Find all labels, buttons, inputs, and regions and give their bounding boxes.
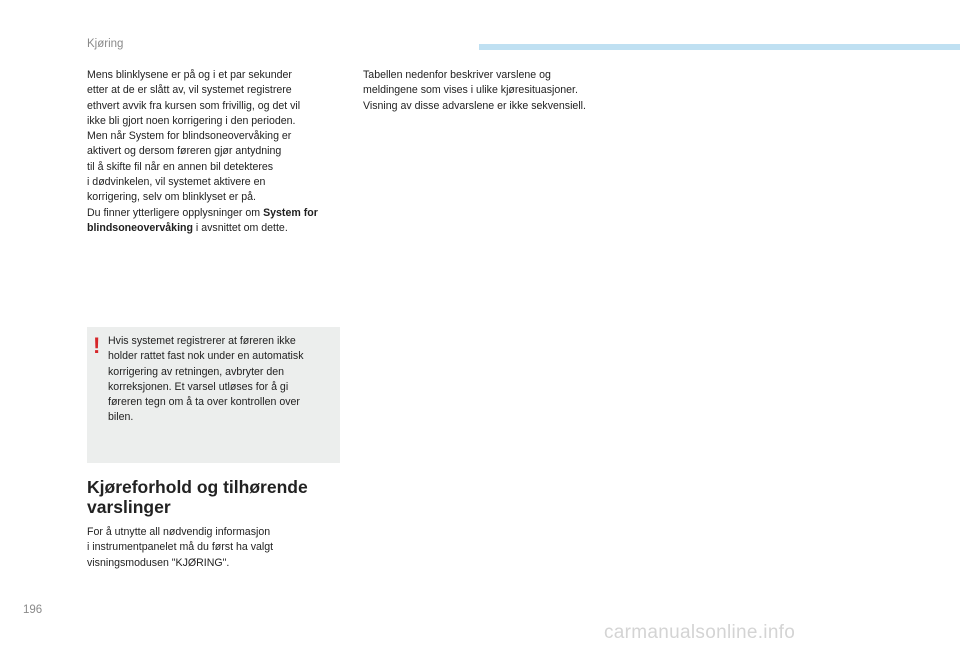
warning-line: Hvis systemet registrerer at føreren ikke	[108, 335, 296, 347]
text-line: i dødvinkelen, vil systemet aktivere en	[87, 176, 266, 189]
warning-text	[108, 334, 336, 426]
warning-line: føreren tegn om å ta over kontrollen over	[108, 396, 300, 409]
text-line: i instrumentpanelet må du først ha valgt	[87, 541, 274, 554]
warning-exclamation-icon: !	[93, 333, 101, 358]
text-line: til å skifte fil når en annen bil detekteres	[87, 160, 274, 173]
text-line: For å utnytte all nødvendig informasjon	[87, 526, 271, 538]
reference-text-prefix: Du finner ytterligere opplysninger om	[87, 206, 264, 219]
text-line: visningsmodusen "KJØRING".	[87, 556, 230, 569]
text-line: ethvert avvik fra kursen som frivillig, og det vil	[87, 99, 301, 112]
text-line: Tabellen nedenfor beskriver varslene og	[363, 69, 551, 81]
watermark: carmanualsonline.info	[604, 622, 796, 643]
text-line: Men når System for blindsoneovervåking er	[87, 130, 292, 143]
text-line: meldingene som vises i ulike kjøresituasjoner.	[363, 84, 578, 97]
section-title: Kjøring	[87, 38, 124, 50]
text-line: Mens blinklysene er på og i et par sekunder	[87, 69, 292, 81]
text-line: aktivert og dersom føreren gjør antydning	[87, 145, 282, 158]
page-number: 196	[23, 604, 43, 616]
left-intro-paragraph	[87, 68, 345, 236]
text-line: ikke bli gjort noen korrigering i den perioden.	[87, 114, 296, 127]
right-paragraph	[363, 68, 633, 114]
reference-bold-term: System for blindsoneovervåking	[87, 206, 318, 234]
reference-text-suffix: i avsnittet om dette.	[192, 221, 288, 234]
warning-line: korrigering av retningen, avbryter den	[108, 365, 285, 378]
section-heading: Kjøreforhold og tilhørende varslinger	[87, 477, 308, 517]
text-line: etter at de er slått av, vil systemet registrere	[87, 84, 292, 97]
bottom-paragraph	[87, 525, 337, 571]
text-line: korrigering, selv om blinklyset er på.	[87, 191, 256, 204]
warning-line: bilen.	[108, 411, 134, 424]
text-line: Visning av disse advarslene er ikke sekvensiell.	[363, 99, 586, 112]
header-accent-bar	[479, 44, 960, 50]
warning-line: korreksjonen. Et varsel utløses for å gi	[108, 380, 289, 393]
warning-line: holder rattet fast nok under en automatisk	[108, 350, 304, 363]
